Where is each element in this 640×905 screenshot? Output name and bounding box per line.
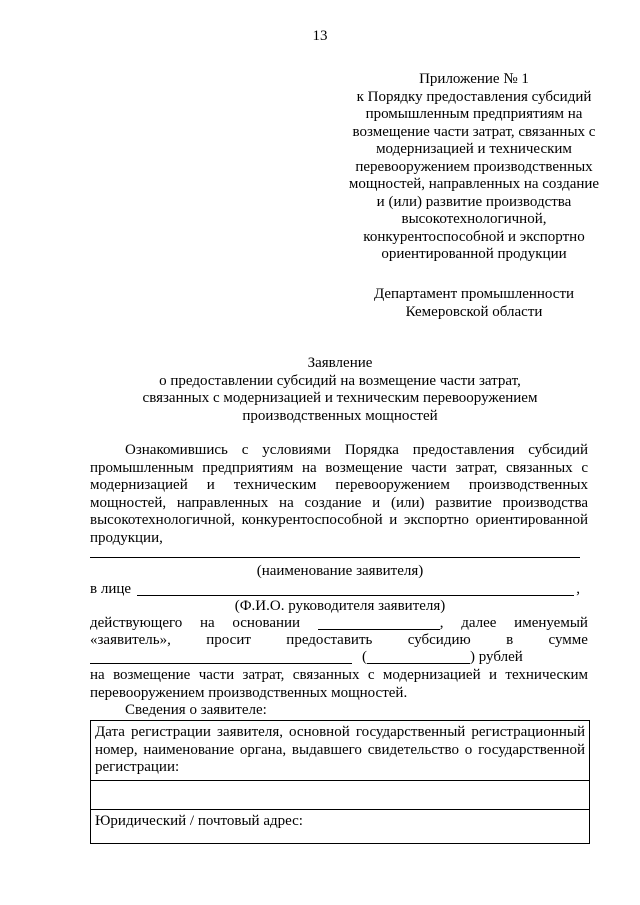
purpose-block bbox=[90, 667, 588, 702]
statement-title: Заявление bbox=[307, 355, 373, 371]
appendix-line: ориентированной продукции bbox=[381, 246, 567, 262]
body-line bbox=[90, 442, 588, 460]
addressee-line: Департамент промышленности bbox=[373, 286, 575, 302]
in-person-label: в лице bbox=[90, 581, 132, 597]
request-row bbox=[90, 632, 588, 650]
info-heading: Сведения о заявителе: bbox=[125, 702, 267, 718]
statement-subtitle-line: о предоставлении субсидий на возмещение части затрат, bbox=[159, 372, 521, 389]
body-line-text: Ознакомившись с условиями Порядка предоставления субсидий bbox=[125, 442, 588, 458]
amount-digits-field[interactable] bbox=[90, 650, 352, 664]
table-row bbox=[91, 809, 590, 843]
table-row bbox=[91, 780, 590, 809]
appendix-line: высокотехнологичной, bbox=[401, 211, 547, 227]
addressee-line: Кемеровской области bbox=[405, 303, 543, 320]
amount-close: ) рублей bbox=[470, 649, 523, 665]
request-word: предоставить bbox=[286, 632, 373, 648]
in-person-row bbox=[90, 581, 580, 599]
appendix-line: модернизацией и техническим bbox=[376, 141, 572, 157]
request-word: в bbox=[506, 632, 514, 648]
head-name-caption: (Ф.И.О. руководителя заявителя) bbox=[234, 598, 446, 614]
page-number: 13 bbox=[312, 28, 328, 44]
body-line: модернизацией и техническим перевооружением производственных bbox=[90, 477, 588, 493]
comma: , bbox=[576, 581, 580, 597]
acting-row bbox=[90, 615, 588, 633]
applicant-name-caption: (наименование заявителя) bbox=[256, 563, 424, 579]
request-word: сумме bbox=[548, 632, 588, 648]
basis-field[interactable] bbox=[318, 616, 440, 630]
table-cell: Дата регистрации заявителя, основной государственный регистрационный номер, наименование органа, выдавшего свидетельство о государственной регистрации: bbox=[91, 721, 590, 781]
body-line: промышленным предприятиям на возмещение части затрат, связанных с bbox=[90, 459, 588, 476]
acting-word: на bbox=[200, 615, 215, 631]
appendix-line: перевооружением производственных bbox=[355, 158, 593, 175]
purpose-line: на возмещение части затрат, связанных с модернизацией и техническим bbox=[90, 667, 588, 683]
appendix-line: промышленным предприятиям на bbox=[365, 106, 583, 122]
statement-subtitle-line: производственных мощностей bbox=[242, 407, 438, 424]
appendix-line: мощностей, направленных на создание bbox=[348, 176, 600, 192]
applicant-name-field[interactable] bbox=[90, 557, 580, 558]
purpose-line: перевооружением производственных мощностей. bbox=[90, 684, 408, 701]
amount-words-field[interactable] bbox=[367, 650, 470, 664]
acting-tail-word: именуемый bbox=[514, 615, 588, 631]
appendix-line: возмещение части затрат, связанных с bbox=[352, 123, 596, 140]
appendix-line: и (или) развитие производства bbox=[376, 193, 572, 210]
amount-row bbox=[90, 649, 588, 667]
request-word: «заявитель», bbox=[90, 632, 171, 648]
appendix-line: конкурентоспособной и экспортно bbox=[363, 228, 585, 245]
statement-subtitle-line: связанных с модернизацией и техническим перевооружением bbox=[142, 390, 538, 406]
appendix-title: Приложение № 1 bbox=[419, 71, 529, 87]
table-row bbox=[91, 721, 590, 781]
body-line: мощностей, направленных на создание и (или) развитие производства bbox=[90, 494, 588, 511]
acting-word: действующего bbox=[90, 615, 183, 631]
head-name-field[interactable] bbox=[137, 582, 574, 596]
acting-word: основании bbox=[232, 615, 301, 631]
applicant-table bbox=[90, 720, 590, 844]
table-cell-empty[interactable] bbox=[91, 780, 590, 809]
appendix-block bbox=[320, 71, 628, 264]
acting-tail-word: , bbox=[439, 615, 444, 631]
request-word: просит bbox=[206, 632, 251, 648]
amount-open: ( bbox=[362, 649, 367, 665]
body-line: продукции, bbox=[90, 529, 163, 546]
statement-heading bbox=[90, 355, 590, 425]
appendix-line: к Порядку предоставления субсидий bbox=[356, 88, 592, 105]
body-line: высокотехнологичной, конкурентоспособной и экспортно ориентированной bbox=[90, 512, 588, 528]
request-word: субсидию bbox=[407, 632, 471, 648]
acting-tail-word: далее bbox=[461, 615, 497, 631]
table-cell: Юридический / почтовый адрес: bbox=[91, 809, 590, 843]
addressee-block bbox=[320, 286, 628, 321]
body-paragraph bbox=[90, 442, 588, 547]
